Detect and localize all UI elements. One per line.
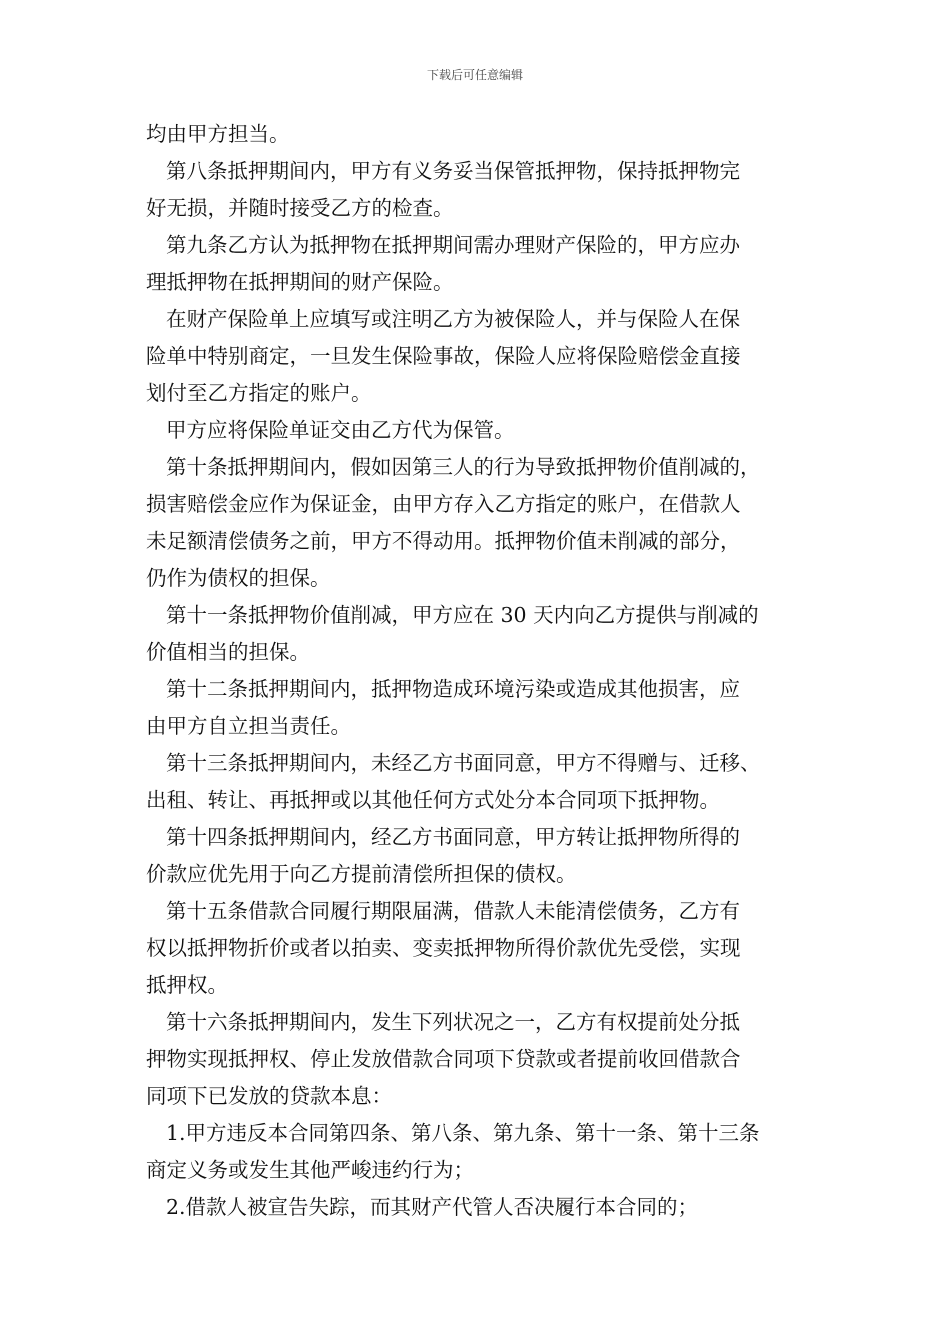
text-line: 出租、转让、再抵押或以其他任何方式处分本合同项下抵押物。 [146, 788, 720, 812]
text-line: 好无损，并随时接受乙方的检查。 [146, 196, 454, 220]
text-line: 1.甲方违反本合同第四条、第八条、第九条、第十一条、第十三条 [166, 1121, 760, 1145]
text-line: 损害赔偿金应作为保证金，由甲方存入乙方指定的账户，在借款人 [146, 492, 741, 516]
text-line: 理抵押物在抵押期间的财产保险。 [146, 270, 454, 294]
text-line: 同项下已发放的贷款本息： [146, 1084, 392, 1108]
text-line: 在财产保险单上应填写或注明乙方为被保险人，并与保险人在保 [166, 307, 740, 331]
text-line: 第十条抵押期间内，假如因第三人的行为导致抵押物价值削减的， [166, 455, 761, 479]
text-line: 由甲方自立担当责任。 [146, 714, 351, 738]
page-header: 下载后可任意编辑 [426, 68, 523, 82]
text-line: 险单中特别商定，一旦发生保险事故，保险人应将保险赔偿金直接 [146, 344, 741, 368]
text-line: 均由甲方担当。 [146, 122, 290, 146]
text-line: 甲方应将保险单证交由乙方代为保管。 [166, 418, 515, 442]
text-line: 权以抵押物折价或者以拍卖、变卖抵押物所得价款优先受偿，实现 [146, 936, 741, 960]
text-line: 第十三条抵押期间内，未经乙方书面同意，甲方不得赠与、迁移、 [166, 751, 761, 775]
text-line: 2.借款人被宣告失踪，而其财产代管人否决履行本合同的； [166, 1195, 699, 1219]
text-line: 未足额清偿债务之前，甲方不得动用。抵押物价值未削减的部分， [146, 529, 741, 553]
text-line: 第十五条借款合同履行期限届满，借款人未能清偿债务，乙方有 [166, 899, 740, 923]
text-line: 仍作为债权的担保。 [146, 566, 331, 590]
text-line: 第九条乙方认为抵押物在抵押期间需办理财产保险的，甲方应办 [166, 233, 740, 257]
text-line: 划付至乙方指定的账户。 [146, 381, 372, 405]
text-line: 价款应优先用于向乙方提前清偿所担保的债权。 [146, 862, 577, 886]
text-line: 价值相当的担保。 [146, 640, 310, 664]
text-line: 第十一条抵押物价值削减，甲方应在 30 天内向乙方提供与削减的 [166, 603, 759, 627]
text-line: 抵押权。 [146, 973, 228, 997]
text-line: 押物实现抵押权、停止发放借款合同项下贷款或者提前收回借款合 [146, 1047, 741, 1071]
text-line: 第十六条抵押期间内，发生下列状况之一，乙方有权提前处分抵 [166, 1010, 740, 1034]
document-body [146, 116, 808, 1226]
text-line: 第十二条抵押期间内，抵押物造成环境污染或造成其他损害，应 [166, 677, 740, 701]
text-line: 第八条抵押期间内，甲方有义务妥当保管抵押物，保持抵押物完 [166, 159, 740, 183]
text-line: 第十四条抵押期间内，经乙方书面同意，甲方转让抵押物所得的 [166, 825, 740, 849]
text-line: 商定义务或发生其他严峻违约行为； [146, 1158, 474, 1182]
